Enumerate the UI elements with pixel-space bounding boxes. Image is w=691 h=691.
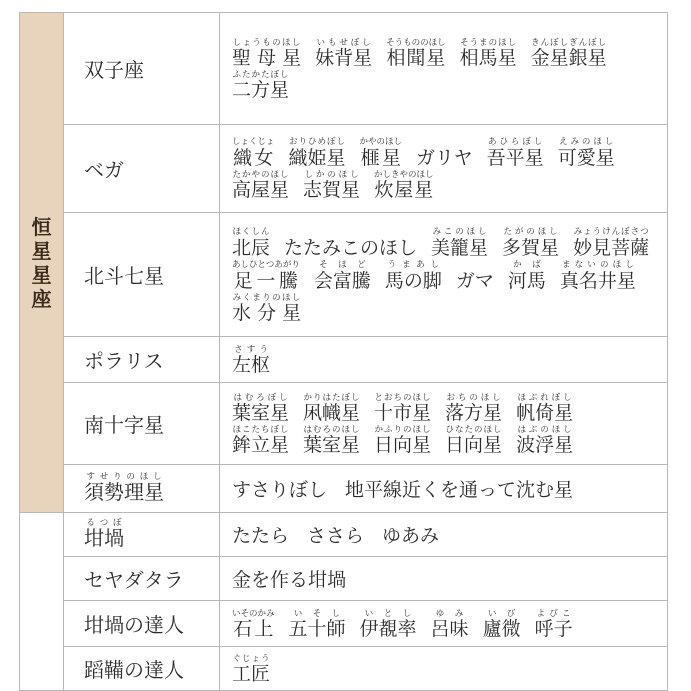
alias-word: 日向星かふりのほし xyxy=(374,424,432,456)
alias-word: 榧星かやのほし xyxy=(359,137,403,169)
table-row xyxy=(20,465,668,513)
alias-word: ガリヤ xyxy=(416,147,473,169)
category-cell xyxy=(20,13,64,513)
alias-word: 石上いそのかみ xyxy=(232,608,275,640)
table-row xyxy=(20,337,668,383)
alias-word: 水 分 星みくまりのほし xyxy=(232,292,302,324)
alias-word: ガマ xyxy=(455,269,494,292)
alias-word: 河馬かば xyxy=(507,259,546,292)
alias-word: 真名井星まないのほし xyxy=(559,259,636,292)
alias-cell xyxy=(220,513,668,557)
alias-word: ゆあみ xyxy=(382,525,440,547)
alias-word: 帆倚星ほぶれぼし xyxy=(516,392,574,424)
alias-cell xyxy=(220,213,668,337)
alias-line xyxy=(232,260,661,291)
star-names-table xyxy=(19,12,668,691)
alias-line xyxy=(232,425,661,455)
alias-word: 波浮星はぶのほし xyxy=(516,424,574,456)
term-label: 双子座 xyxy=(84,58,144,82)
term-cell xyxy=(64,601,220,647)
alias-word: 可愛星えみのほし xyxy=(557,137,615,169)
alias-word: 葉室星はむろぼし xyxy=(232,392,290,424)
table-row xyxy=(20,647,668,691)
term-cell xyxy=(64,513,220,557)
table-row xyxy=(20,557,668,601)
alias-word: 呼子よびこ xyxy=(534,608,573,640)
table-body xyxy=(20,13,668,691)
alias-word: 金星銀星きんぼしぎんぼし xyxy=(530,37,607,69)
alias-word: 美籠星みこのほし xyxy=(431,226,489,259)
alias-word: 十市星とおちのほし xyxy=(374,392,432,424)
term-cell xyxy=(64,337,220,383)
alias-word: ささら xyxy=(307,525,365,547)
term-label: 坩堝るつぼ xyxy=(84,518,124,550)
alias-word: 二方星ふたかたぼし xyxy=(232,69,290,101)
alias-word: 工匠ぐじょう xyxy=(232,653,271,685)
alias-word: たたら xyxy=(232,525,290,547)
term-label: 須勢理星すせりのほし xyxy=(84,472,164,504)
alias-text xyxy=(232,479,573,501)
alias-cell xyxy=(220,337,668,383)
alias-word: 相馬星そうまのほし xyxy=(459,37,517,69)
alias-line xyxy=(232,38,661,68)
alias-word: 落方星おちのほし xyxy=(445,392,503,424)
alias-word: 葉室星はむろのほし xyxy=(303,424,361,456)
alias-word: 会富騰そほど xyxy=(313,259,371,292)
alias-word: 呂味ゆみ xyxy=(430,608,469,640)
alias-cell xyxy=(220,13,668,125)
alias-word: 織女しょくじょ xyxy=(232,137,275,169)
alias-word: 炊屋星かしきやのほし xyxy=(374,170,434,201)
alias-line xyxy=(232,227,661,258)
alias-line xyxy=(232,137,661,168)
alias-word: 廬微いび xyxy=(482,608,521,640)
table-row xyxy=(20,213,668,337)
table-row xyxy=(20,383,668,465)
table-row xyxy=(20,125,668,213)
term-cell xyxy=(64,213,220,337)
alias-word: 妙見菩薩みょうけんぼさつ xyxy=(573,226,650,259)
alias-word: 聖 母 星しょうものほし xyxy=(232,37,302,69)
alias-word: 地平線近くを通って沈む星 xyxy=(345,479,574,501)
alias-word: 高屋星たかやのほし xyxy=(232,170,290,201)
alias-word: 五十師いそし xyxy=(288,608,346,640)
alias-line xyxy=(232,393,661,423)
alias-line xyxy=(232,70,661,100)
alias-word: 鉾立星ほこたちぼし xyxy=(232,424,290,456)
term-cell xyxy=(64,13,220,125)
alias-cell xyxy=(220,601,668,647)
term-label: 北斗七星 xyxy=(84,264,164,288)
alias-word: 凩幟星かりはたぼし xyxy=(303,392,361,424)
alias-word: 多賀星たがのほし xyxy=(502,226,560,259)
alias-word: 妹背星いもせぼし xyxy=(315,37,373,69)
alias-word: 吾平星あひらぼし xyxy=(486,137,544,169)
alias-line xyxy=(232,609,661,639)
alias-line xyxy=(232,345,661,375)
category-cell xyxy=(20,513,64,691)
alias-word: 織姫星おりひめぼし xyxy=(288,137,346,169)
table-row xyxy=(20,13,668,125)
alias-word: 馬の脚うまあし xyxy=(384,259,442,292)
category-label: 恒星星座 xyxy=(31,214,52,311)
alias-line xyxy=(232,170,661,200)
alias-word: 北辰ほくしん xyxy=(232,226,271,259)
alias-text xyxy=(232,569,346,591)
term-cell xyxy=(64,465,220,513)
term-label: 南十字星 xyxy=(84,413,164,437)
table-row xyxy=(20,513,668,557)
term-cell xyxy=(64,647,220,691)
alias-word: 志賀星しかのほし xyxy=(303,170,361,201)
term-label: 蹈鞴の達人 xyxy=(84,658,184,682)
table-row xyxy=(20,601,668,647)
alias-cell xyxy=(220,557,668,601)
alias-word: すさりぼし xyxy=(232,479,328,501)
alias-cell xyxy=(220,383,668,465)
alias-line xyxy=(232,654,661,684)
alias-word: 左枢さすう xyxy=(232,344,271,376)
alias-word: たたみこのほし xyxy=(284,236,418,259)
term-cell xyxy=(64,383,220,465)
alias-word: 相聞星そうもののほし xyxy=(386,37,446,69)
alias-word: 伊覩率いとし xyxy=(359,608,417,640)
term-cell xyxy=(64,557,220,601)
term-label: 坩堝の達人 xyxy=(84,613,184,637)
alias-cell xyxy=(220,465,668,513)
alias-word: 足一騰あしひとつあがり xyxy=(232,259,300,292)
term-label: ベガ xyxy=(84,158,124,182)
term-label: セヤダタラ xyxy=(84,568,184,592)
alias-cell xyxy=(220,125,668,213)
alias-text xyxy=(232,525,439,547)
alias-line xyxy=(232,293,661,323)
term-cell xyxy=(64,125,220,213)
alias-word: 金を作る坩堝 xyxy=(232,569,347,591)
alias-cell xyxy=(220,647,668,691)
term-label: ポラリス xyxy=(84,349,164,373)
alias-word: 日向星ひなたのほし xyxy=(445,424,503,456)
